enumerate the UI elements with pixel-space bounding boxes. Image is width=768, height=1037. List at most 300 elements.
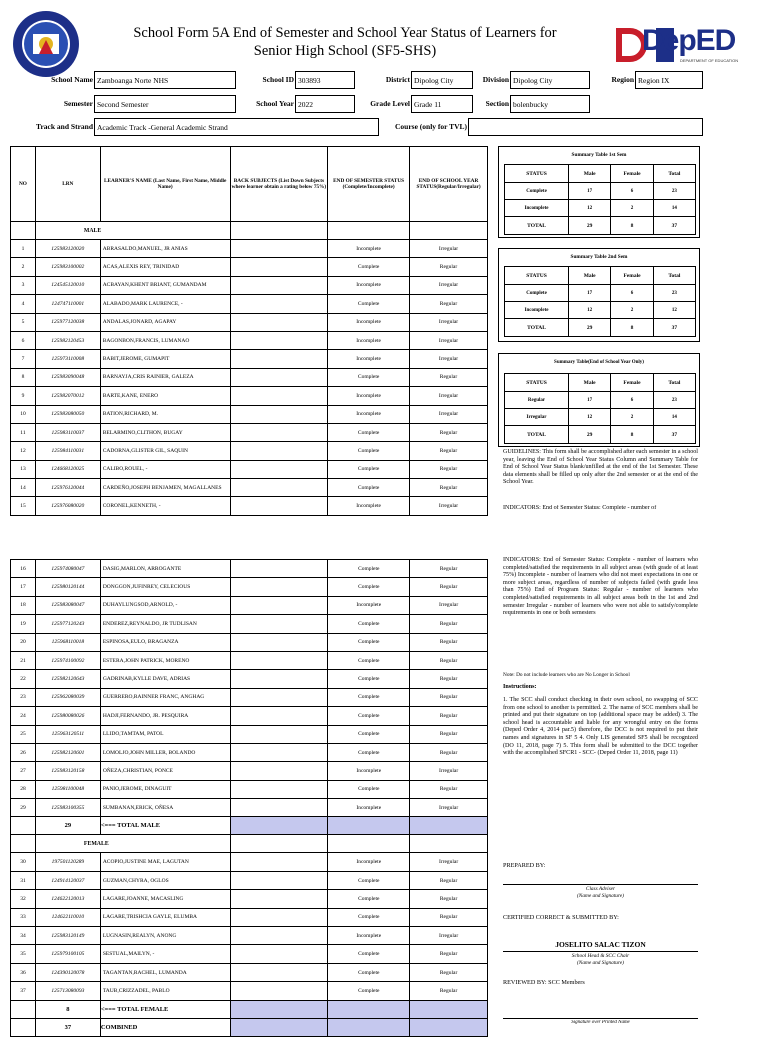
grade-level-field[interactable]: Grade 11 xyxy=(411,95,473,113)
row-semester-status: Complete xyxy=(328,560,410,578)
row-number: 36 xyxy=(11,963,36,981)
summary-cell: 6 xyxy=(611,285,653,302)
combined-count: 37 xyxy=(35,1018,100,1036)
row-lrn: 124390120078 xyxy=(35,963,100,981)
row-back-subjects[interactable] xyxy=(230,615,328,633)
row-semester-status: Complete xyxy=(328,578,410,596)
school-name-label: School Name xyxy=(51,75,93,84)
table-row xyxy=(11,258,488,276)
table-row xyxy=(11,442,488,460)
row-school-year-status: Regular xyxy=(410,615,488,633)
grade-level-label: Grade Level xyxy=(370,99,410,108)
table-row xyxy=(11,780,488,798)
summary-row xyxy=(505,200,696,217)
row-back-subjects[interactable] xyxy=(230,497,328,515)
row-back-subjects[interactable] xyxy=(230,368,328,386)
table-row xyxy=(11,725,488,743)
row-semester-status: Complete xyxy=(328,479,410,497)
row-school-year-status: Regular xyxy=(410,633,488,651)
row-learner-name: OÑEZA,CHRISTIAN, PONCE xyxy=(100,762,230,780)
row-learner-name: LAGARE,TRISHCIA GAYLE, ELUMBA xyxy=(100,908,230,926)
row-school-year-status: Regular xyxy=(410,479,488,497)
row-semester-status: Complete xyxy=(328,725,410,743)
row-back-subjects[interactable] xyxy=(230,350,328,368)
row-semester-status: Complete xyxy=(328,707,410,725)
row-lrn: 125713080093 xyxy=(35,982,100,1000)
row-learner-name: ESTERA,JOHN PATRICK, MORENO xyxy=(100,651,230,669)
col-learner-name: LEARNER'S NAME (Last Name, First Name, Middle Name) xyxy=(100,147,230,222)
row-semester-status: Complete xyxy=(328,945,410,963)
row-lrn: 125983100002 xyxy=(35,258,100,276)
instructions-text: 1. The SCC shall conduct checking in their own school, no swapping of SCC from one school to another is permitted. 2. The name of SCC members shall be printed and put their signature on top (additional space may be added) 3. The school head is accountable and liable for any wrongful entry on the forms (Deped Order 4, 2014 par.5) therefore, the DCC is not required to put their names and signatures in SF 5 4. Only LIS generated SF5 shall be recognized (DO 11, 2018, page 7) 5. This form shall be submitted to the DCC together with the accomplished SFCR1 - SCC- (Deped Order 11, 2018, page 11) xyxy=(503,697,698,757)
row-learner-name: CADORNA,GLISTER GIL, SAQUIN xyxy=(100,442,230,460)
row-lrn: 125963120511 xyxy=(35,725,100,743)
summary-cell: 12 xyxy=(568,409,610,426)
summary-cell: TOTAL xyxy=(505,426,569,444)
table-row xyxy=(11,927,488,945)
row-learner-name: LOMOLJO,JOHN MILLER, BOLANDO xyxy=(100,743,230,761)
row-semester-status: Complete xyxy=(328,780,410,798)
row-lrn: 124914120037 xyxy=(35,871,100,889)
summary-cell: 37 xyxy=(653,426,695,444)
district-field[interactable]: Dipolog City xyxy=(411,71,473,89)
table-row xyxy=(11,633,488,651)
summary-row xyxy=(505,319,696,337)
row-back-subjects[interactable] xyxy=(230,423,328,441)
row-back-subjects[interactable] xyxy=(230,670,328,688)
summary-cell: 2 xyxy=(611,200,653,217)
row-back-subjects[interactable] xyxy=(230,725,328,743)
table-row xyxy=(11,853,488,871)
row-number: 18 xyxy=(11,596,36,614)
row-learner-name: BATION,RICHARD, M. xyxy=(100,405,230,423)
row-learner-name: DUHAYLUNGSOD,ARNOLD, - xyxy=(100,596,230,614)
summary-row xyxy=(505,285,696,302)
summary-cell: Female xyxy=(611,374,653,392)
school-id-field[interactable]: 303893 xyxy=(295,71,355,89)
row-semester-status: Complete xyxy=(328,258,410,276)
instructions-title: Instructions: xyxy=(503,684,537,690)
row-back-subjects[interactable] xyxy=(230,908,328,926)
row-number: 25 xyxy=(11,725,36,743)
row-learner-name: DASIG,MARLON, ARROGANTE xyxy=(100,560,230,578)
row-school-year-status: Irregular xyxy=(410,240,488,258)
summary-table-2nd-sem xyxy=(498,248,700,342)
learners-table-page1 xyxy=(10,146,488,516)
school-head-role: School Head & SCC Chair xyxy=(571,953,630,959)
row-semester-status: Complete xyxy=(328,460,410,478)
row-lrn: 125976080020 xyxy=(35,497,100,515)
row-school-year-status: Regular xyxy=(410,460,488,478)
row-semester-status: Complete xyxy=(328,368,410,386)
row-number: 30 xyxy=(11,853,36,871)
row-semester-status: Complete xyxy=(328,688,410,706)
row-school-year-status: Regular xyxy=(410,780,488,798)
do-not-include-note: Note: Do not include learners who are No Longer in School xyxy=(503,672,630,678)
summary-cell: 29 xyxy=(568,426,610,444)
summary-cell: 8 xyxy=(611,426,653,444)
semester-field[interactable]: Second Semester xyxy=(94,95,236,113)
school-year-field[interactable]: 2022 xyxy=(295,95,355,113)
row-semester-status: Complete xyxy=(328,633,410,651)
row-back-subjects[interactable] xyxy=(230,479,328,497)
section-field[interactable]: bolenbucky xyxy=(510,95,590,113)
row-number: 28 xyxy=(11,780,36,798)
row-learner-name: TAUB,CRIZZADEL, PABLO xyxy=(100,982,230,1000)
table-row xyxy=(11,240,488,258)
row-lrn: 125973110008 xyxy=(35,350,100,368)
row-learner-name: LLIDO,TAMTAM, PATOL xyxy=(100,725,230,743)
row-semester-status: Incomplete xyxy=(328,276,410,294)
summary-cell: 6 xyxy=(611,392,653,409)
row-number: 2 xyxy=(11,258,36,276)
row-learner-name: GADRINAB,KYLLE DAVE, ADRIAS xyxy=(100,670,230,688)
row-back-subjects[interactable] xyxy=(230,560,328,578)
table-row xyxy=(11,423,488,441)
row-learner-name: BARTE,KANE, ENERO xyxy=(100,387,230,405)
summary-cell: 29 xyxy=(569,319,611,337)
track-field[interactable]: Academic Track -General Academic Strand xyxy=(94,118,379,136)
row-school-year-status: Regular xyxy=(410,442,488,460)
row-semester-status: Incomplete xyxy=(328,387,410,405)
district-label: District xyxy=(385,75,410,84)
table-row xyxy=(11,871,488,889)
combined-label: COMBINED xyxy=(100,1018,230,1036)
row-semester-status: Complete xyxy=(328,423,410,441)
summary-cell: 23 xyxy=(653,183,695,200)
row-learner-name: SESTUAL,MAILYN, - xyxy=(100,945,230,963)
row-number: 24 xyxy=(11,707,36,725)
head-signature-line[interactable] xyxy=(503,951,698,952)
summary-cell: Irregular xyxy=(505,409,569,426)
summary-cell: Total xyxy=(653,374,695,392)
reviewed-by-label: REVIEWED BY: SCC Members xyxy=(503,979,585,986)
deped-logo: DepED DEPARTMENT OF EDUCATION xyxy=(612,24,762,66)
row-school-year-status: Regular xyxy=(410,890,488,908)
row-back-subjects[interactable] xyxy=(230,963,328,981)
row-semester-status: Complete xyxy=(328,295,410,313)
row-learner-name: DONGGON,JUFINREY, CELECIOUS xyxy=(100,578,230,596)
total-male-count: 29 xyxy=(35,817,100,835)
adviser-name-sig-label: (Name and Signature) xyxy=(577,893,624,899)
summary-cell: Regular xyxy=(505,392,569,409)
summary-cell: Complete xyxy=(505,285,569,302)
row-learner-name: ABRASALDO,MANUEL, JR ANIAS xyxy=(100,240,230,258)
school-head-name: JOSELITO SALAC TIZON xyxy=(555,940,646,949)
row-learner-name: SUMBANAN,ERICK, OÑESA xyxy=(100,799,230,817)
row-number: 22 xyxy=(11,670,36,688)
summary-cell: STATUS xyxy=(505,374,569,392)
row-school-year-status: Regular xyxy=(410,560,488,578)
summary-1-title: Summary Table 1st Sem xyxy=(571,152,627,158)
summary-cell: 2 xyxy=(611,409,653,426)
total-female-label: <=== TOTAL FEMALE xyxy=(100,1000,230,1018)
row-lrn: 124622120013 xyxy=(35,890,100,908)
row-lrn: 124747110001 xyxy=(35,295,100,313)
total-male-label: <=== TOTAL MALE xyxy=(100,817,230,835)
row-number: 13 xyxy=(11,460,36,478)
row-back-subjects[interactable] xyxy=(230,927,328,945)
row-back-subjects[interactable] xyxy=(230,331,328,349)
row-number: 7 xyxy=(11,350,36,368)
row-number: 31 xyxy=(11,871,36,889)
row-semester-status: Complete xyxy=(328,908,410,926)
row-number: 19 xyxy=(11,615,36,633)
row-lrn: 125983120158 xyxy=(35,762,100,780)
summary-cell: Incomplete xyxy=(505,302,569,319)
table-row xyxy=(11,945,488,963)
table-row xyxy=(11,670,488,688)
division-field[interactable]: Dipolog City xyxy=(510,71,590,89)
row-back-subjects[interactable] xyxy=(230,313,328,331)
row-school-year-status: Regular xyxy=(410,963,488,981)
row-back-subjects[interactable] xyxy=(230,890,328,908)
row-learner-name: GUZMAN,CHYRA, OGLOS xyxy=(100,871,230,889)
summary-3-title: Summary Table(End of School Year Only) xyxy=(554,360,644,365)
row-back-subjects[interactable] xyxy=(230,258,328,276)
row-lrn: 197501120289 xyxy=(35,853,100,871)
row-school-year-status: Regular xyxy=(410,908,488,926)
row-back-subjects[interactable] xyxy=(230,871,328,889)
row-school-year-status: Regular xyxy=(410,423,488,441)
row-back-subjects[interactable] xyxy=(230,276,328,294)
course-label: Course (only for TVL) xyxy=(394,122,467,131)
summary-cell: Male xyxy=(568,374,610,392)
row-learner-name: ACBAYAN,KHENT BRIANT, GUMANDAM xyxy=(100,276,230,294)
row-school-year-status: Irregular xyxy=(410,497,488,515)
row-lrn: 125980080026 xyxy=(35,707,100,725)
row-semester-status: Complete xyxy=(328,963,410,981)
summary-cell: 14 xyxy=(653,409,695,426)
summary-cell: 37 xyxy=(653,319,695,337)
row-lrn: 125983080050 xyxy=(35,405,100,423)
row-number: 23 xyxy=(11,688,36,706)
row-number: 17 xyxy=(11,578,36,596)
summary-cell: 12 xyxy=(569,302,611,319)
row-learner-name: CALIBO,ROUEL, - xyxy=(100,460,230,478)
row-learner-name: ANDALAS,JONARD, AGAPAY xyxy=(100,313,230,331)
row-school-year-status: Regular xyxy=(410,707,488,725)
table-row xyxy=(11,460,488,478)
row-learner-name: BAGONBON,FRANCIS, LUMANAO xyxy=(100,331,230,349)
form-title: School Form 5A End of Semester and School Year Status of Learners for Senior High School (SF5-SHS) xyxy=(133,25,557,59)
table-row xyxy=(11,387,488,405)
row-back-subjects[interactable] xyxy=(230,982,328,1000)
scc-signature-line[interactable] xyxy=(503,1018,698,1019)
summary-cell: Male xyxy=(569,267,611,285)
table-row xyxy=(11,331,488,349)
row-school-year-status: Irregular xyxy=(410,762,488,780)
table-row xyxy=(11,707,488,725)
prepared-by-label: PREPARED BY: xyxy=(503,862,546,869)
row-lrn: 125962080039 xyxy=(35,688,100,706)
row-school-year-status: Irregular xyxy=(410,387,488,405)
course-field[interactable] xyxy=(468,118,703,136)
row-back-subjects[interactable] xyxy=(230,387,328,405)
row-number: 6 xyxy=(11,331,36,349)
summary-cell: Female xyxy=(611,165,653,183)
table-row xyxy=(11,560,488,578)
row-learner-name: LUGNASIN,REALYN, ANONG xyxy=(100,927,230,945)
summary-cell: 17 xyxy=(569,183,611,200)
row-school-year-status: Irregular xyxy=(410,313,488,331)
table-row xyxy=(11,762,488,780)
class-adviser-label: Class Adviser xyxy=(585,886,616,892)
row-learner-name: LAGARE,JOANNE, MACASLING xyxy=(100,890,230,908)
row-lrn: 125982120453 xyxy=(35,331,100,349)
row-number: 29 xyxy=(11,799,36,817)
row-number: 11 xyxy=(11,423,36,441)
summary-row xyxy=(505,426,696,444)
row-semester-status: Complete xyxy=(328,743,410,761)
school-year-label: School Year xyxy=(256,99,294,108)
row-lrn: 125983080047 xyxy=(35,596,100,614)
table-row xyxy=(11,890,488,908)
row-school-year-status: Regular xyxy=(410,368,488,386)
row-lrn: 124622110010 xyxy=(35,908,100,926)
table-row xyxy=(11,596,488,614)
row-back-subjects[interactable] xyxy=(230,853,328,871)
row-semester-status: Complete xyxy=(328,442,410,460)
table-row xyxy=(11,295,488,313)
row-back-subjects[interactable] xyxy=(230,405,328,423)
row-number: 14 xyxy=(11,479,36,497)
row-learner-name: CARDEÑO,JOSEPH BENJAMEN, MAGALLANES xyxy=(100,479,230,497)
division-label: Division xyxy=(482,75,509,84)
summary-row xyxy=(505,267,696,285)
row-back-subjects[interactable] xyxy=(230,295,328,313)
row-number: 33 xyxy=(11,908,36,926)
table-row xyxy=(11,350,488,368)
row-school-year-status: Irregular xyxy=(410,405,488,423)
summary-cell: 23 xyxy=(653,392,695,409)
section-label: Section xyxy=(485,99,509,108)
summary-row xyxy=(505,302,696,319)
row-back-subjects[interactable] xyxy=(230,578,328,596)
row-school-year-status: Irregular xyxy=(410,276,488,294)
row-back-subjects[interactable] xyxy=(230,743,328,761)
row-semester-status: Incomplete xyxy=(328,799,410,817)
row-lrn: 125968110018 xyxy=(35,633,100,651)
row-back-subjects[interactable] xyxy=(230,945,328,963)
summary-cell: TOTAL xyxy=(505,217,569,235)
row-semester-status: Complete xyxy=(328,651,410,669)
row-number: 9 xyxy=(11,387,36,405)
row-lrn: 125983100355 xyxy=(35,799,100,817)
row-back-subjects[interactable] xyxy=(230,442,328,460)
summary-cell: 12 xyxy=(569,200,611,217)
table-row xyxy=(11,651,488,669)
adviser-signature-line[interactable] xyxy=(503,884,698,885)
row-learner-name: ESPINOSA,EULO, BRAGANZA xyxy=(100,633,230,651)
row-learner-name: GUERRERO,RAINNER FRANC, ANGHAG xyxy=(100,688,230,706)
table-row xyxy=(11,578,488,596)
row-school-year-status: Regular xyxy=(410,743,488,761)
row-school-year-status: Regular xyxy=(410,670,488,688)
row-learner-name: BELARMINO,CLITHON, BUGAY xyxy=(100,423,230,441)
deped-seal-logo xyxy=(12,10,80,78)
row-back-subjects[interactable] xyxy=(230,633,328,651)
row-back-subjects[interactable] xyxy=(230,651,328,669)
row-back-subjects[interactable] xyxy=(230,780,328,798)
row-number: 37 xyxy=(11,982,36,1000)
row-back-subjects[interactable] xyxy=(230,240,328,258)
row-school-year-status: Irregular xyxy=(410,853,488,871)
row-back-subjects[interactable] xyxy=(230,707,328,725)
row-semester-status: Complete xyxy=(328,670,410,688)
row-school-year-status: Regular xyxy=(410,725,488,743)
row-semester-status: Incomplete xyxy=(328,313,410,331)
row-school-year-status: Regular xyxy=(410,258,488,276)
row-school-year-status: Regular xyxy=(410,945,488,963)
summary-cell: Male xyxy=(569,165,611,183)
row-semester-status: Incomplete xyxy=(328,762,410,780)
summary-cell: Complete xyxy=(505,183,569,200)
summary-cell: Female xyxy=(611,267,653,285)
col-lrn: LRN xyxy=(35,147,100,222)
row-number: 5 xyxy=(11,313,36,331)
summary-cell: 23 xyxy=(653,285,695,302)
row-back-subjects[interactable] xyxy=(230,460,328,478)
row-learner-name: CORONEL,KENNETH, - xyxy=(100,497,230,515)
semester-label: Semester xyxy=(63,99,93,108)
row-learner-name: BABIT,JEROME, GUMAPIT xyxy=(100,350,230,368)
summary-row xyxy=(505,409,696,426)
row-learner-name: ACAS,ALEXIS REY, TRINIDAD xyxy=(100,258,230,276)
guidelines-text: GUIDELINES: This form shall be accomplished after each semester in a school year, leaving the End of School Year Status Column and Summary Table for End of School Year Status blank/unfilled at the end of the 1st Semester. These data elements shall be filled up only after the 2nd semester or at the end of the School Year. xyxy=(503,449,698,486)
row-back-subjects[interactable] xyxy=(230,799,328,817)
female-section-label: FEMALE xyxy=(35,835,230,853)
summary-cell: STATUS xyxy=(505,165,569,183)
row-semester-status: Complete xyxy=(328,890,410,908)
col-no: NO xyxy=(11,147,36,222)
col-semester-status: END OF SEMESTER STATUS (Complete/Incomplete) xyxy=(328,147,410,222)
row-lrn: 125974080047 xyxy=(35,560,100,578)
table-row xyxy=(11,497,488,515)
summary-row xyxy=(505,165,696,183)
region-field[interactable]: Region IX xyxy=(635,71,703,89)
row-number: 8 xyxy=(11,368,36,386)
summary-cell: STATUS xyxy=(505,267,569,285)
table-row xyxy=(11,799,488,817)
row-back-subjects[interactable] xyxy=(230,596,328,614)
row-semester-status: Incomplete xyxy=(328,497,410,515)
table-row xyxy=(11,743,488,761)
summary-cell: 2 xyxy=(611,302,653,319)
learners-table-page2 xyxy=(10,559,488,1037)
row-back-subjects[interactable] xyxy=(230,688,328,706)
row-semester-status: Incomplete xyxy=(328,596,410,614)
row-lrn: 125977120038 xyxy=(35,313,100,331)
row-back-subjects[interactable] xyxy=(230,762,328,780)
row-lrn: 125984110031 xyxy=(35,442,100,460)
table-row xyxy=(11,276,488,294)
table-row xyxy=(11,615,488,633)
row-school-year-status: Irregular xyxy=(410,799,488,817)
summary-cell: 17 xyxy=(569,285,611,302)
summary-2-title: Summary Table 2nd Sem xyxy=(570,254,628,260)
row-number: 21 xyxy=(11,651,36,669)
row-lrn: 125979100105 xyxy=(35,945,100,963)
row-lrn: 124545120010 xyxy=(35,276,100,294)
indicators-text-cut: INDICATORS: End of Semester Status: Complete - number of xyxy=(503,505,657,511)
row-school-year-status: Irregular xyxy=(410,331,488,349)
row-lrn: 125980120144 xyxy=(35,578,100,596)
school-name-field[interactable]: Zamboanga Norte NHS xyxy=(94,71,236,89)
col-back-subjects: BACK SUBJECTS (List Down Subjects where learner obtain a rating below 75%) xyxy=(230,147,328,222)
summary-cell: 14 xyxy=(653,200,695,217)
row-number: 3 xyxy=(11,276,36,294)
